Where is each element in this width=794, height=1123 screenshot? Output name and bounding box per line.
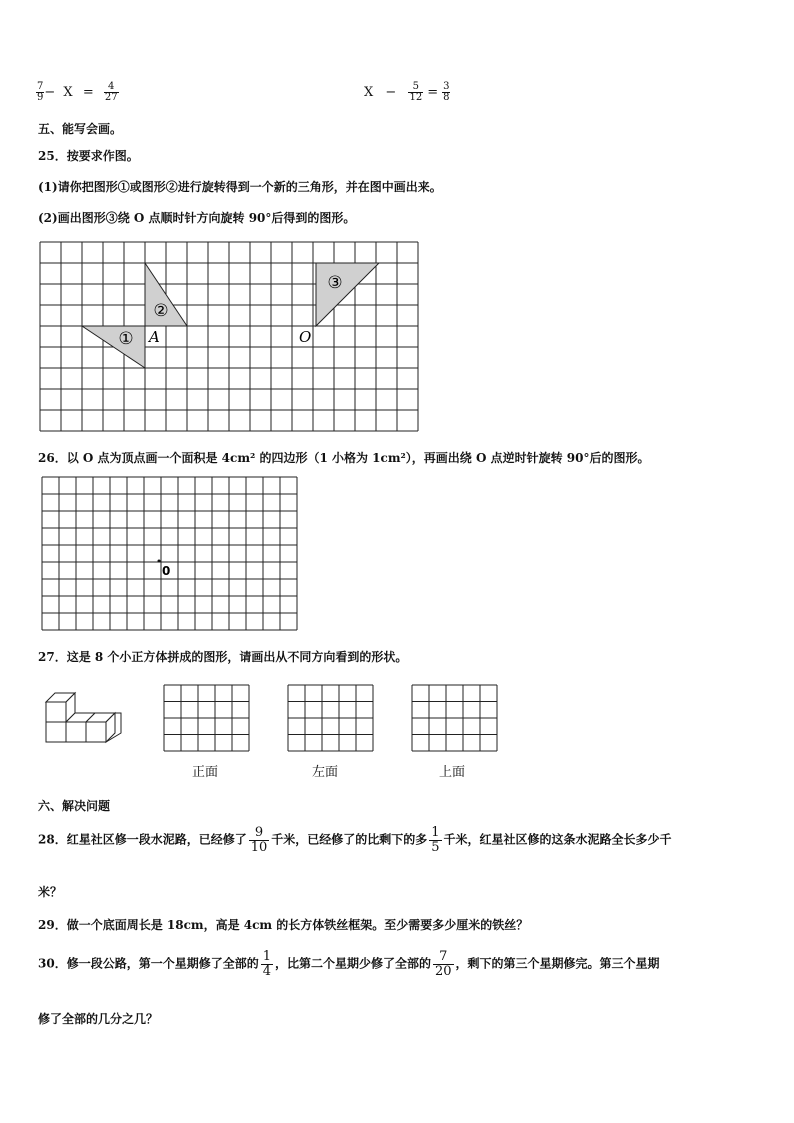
shape-2-label: ②	[153, 301, 169, 321]
section-6-title: 六、解决问题	[38, 799, 111, 813]
q26-grid-figure	[40, 475, 300, 632]
q30-line1: 30．修一段公路，第一个星期修了全部的 $\frac{1}{4}$ ，比第二个星期少修了全部的 $\frac{7}{20}$ ，剩下的第三个星期修完。第三个星期	[38, 949, 660, 979]
q25-grid-figure	[38, 238, 424, 436]
q25-part2: (2)画出图形③绕 O 点顺时针方向旋转 90°后得到的图形。	[38, 211, 356, 225]
fraction: $\frac{5}{12}$	[409, 81, 423, 103]
equation-1: $\frac{7}{9}$ − X = $\frac{4}{27}$	[37, 81, 118, 103]
left-view-label: 左面	[312, 765, 339, 780]
fraction: $\frac{1}{5}$	[431, 825, 440, 855]
top-view-label: 上面	[439, 765, 466, 780]
front-view-label: 正面	[192, 765, 219, 780]
equation-2: X − $\frac{5}{12}$ = $\frac{3}{8}$	[364, 81, 450, 103]
q28-line1: 28．红星社区修一段水泥路，已经修了 $\frac{9}{10}$ 千米，已经修了的比剩下的多 $\frac{1}{5}$ 千米，红星社区修的这条水泥路全长多少千	[38, 825, 672, 855]
fraction: $\frac{9}{10}$	[250, 825, 268, 855]
fraction: $\frac{4}{27}$	[104, 81, 118, 103]
cube-stack-figure	[43, 686, 125, 746]
point-o-label-26: 0	[162, 564, 171, 578]
q29-text: 29．做一个底面周长是 18cm，高是 4cm 的长方体铁丝框架。至少需要多少厘米的铁丝？	[38, 918, 529, 932]
shape-1-label: ①	[118, 329, 134, 349]
q30-line2: 修了全部的几分之几？	[38, 1012, 159, 1026]
fraction: $\frac{3}{8}$	[443, 81, 450, 103]
fraction: $\frac{7}{20}$	[435, 949, 452, 979]
point-o-dot	[158, 560, 161, 563]
left-view-grid	[286, 683, 376, 753]
fraction: $\frac{7}{9}$	[37, 81, 44, 103]
q27-title: 27．这是 8 个小正方体拼成的图形，请画出从不同方向看到的形状。	[38, 650, 408, 664]
q28-line2: 米？	[38, 885, 63, 899]
shape-3-label: ③	[327, 273, 343, 293]
point-o-label: O	[299, 328, 312, 346]
section-5-title: 五、能写会画。	[38, 122, 123, 136]
point-a-label: A	[149, 328, 160, 346]
top-view-grid	[410, 683, 500, 753]
triangle-shape-3	[316, 263, 379, 326]
q25-title: 25．按要求作图。	[38, 149, 139, 163]
fraction: $\frac{1}{4}$	[262, 949, 271, 979]
q26-title: 26．以 O 点为顶点画一个面积是 4cm² 的四边形（1 小格为 1cm²），再画出绕 O 点逆时针旋转 90°后的图形。	[38, 451, 650, 465]
front-view-grid	[162, 683, 252, 753]
q25-part1: (1)请你把图形①或图形②进行旋转得到一个新的三角形，并在图中画出来。	[38, 180, 442, 194]
